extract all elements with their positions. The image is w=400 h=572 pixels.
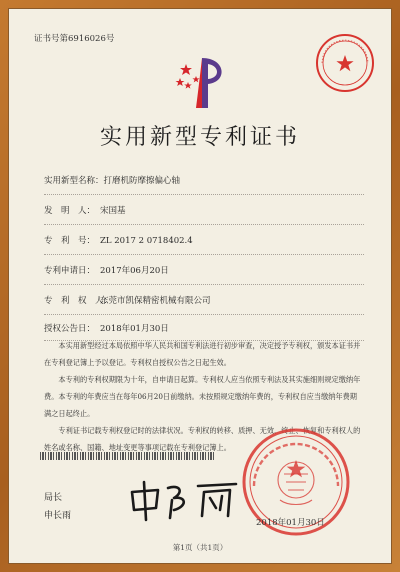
divider bbox=[44, 194, 364, 195]
issuing-office-seal bbox=[314, 32, 376, 94]
divider bbox=[44, 254, 364, 255]
certificate-number: 证书号第6916026号 bbox=[34, 34, 115, 44]
field-label: 授权公告日： bbox=[44, 324, 96, 334]
patent-office-emblem-icon bbox=[172, 52, 242, 110]
barcode bbox=[40, 452, 216, 460]
divider bbox=[44, 224, 364, 225]
field-patent-number bbox=[44, 234, 193, 246]
field-label: 发 明 人： bbox=[44, 206, 96, 216]
field-label: 专 利 号： bbox=[44, 236, 96, 246]
divider bbox=[44, 314, 364, 315]
field-utility-model-name bbox=[44, 174, 180, 186]
body-paragraph: 本实用新型经过本局依照中华人民共和国专利法进行初步审查，决定授予专利权，颁发本证书并在专利登记簿上予以登记。专利权自授权公告之日起生效。 bbox=[44, 341, 361, 367]
field-value: 打磨机防摩擦偏心轴 bbox=[103, 176, 181, 186]
certificate-paper bbox=[8, 8, 392, 564]
field-value: 2017年06月20日 bbox=[100, 266, 169, 276]
body-paragraph: 专利证书记载专利权登记时的法律状况。专利权的转移、质押、无效、终止、恢复和专利权人的姓名或名称、国籍、地址变更等事项记载在专利登记簿上。 bbox=[44, 426, 361, 452]
field-grant-date bbox=[44, 322, 169, 334]
field-value: 东莞市凯保精密机械有限公司 bbox=[100, 296, 211, 306]
page-footer: 第1页（共1页） bbox=[172, 543, 228, 552]
field-value: 宋国基 bbox=[100, 206, 126, 216]
divider bbox=[44, 284, 364, 285]
director-signature bbox=[124, 478, 244, 522]
issue-date: 2018年01月30日 bbox=[256, 518, 325, 528]
field-inventor bbox=[44, 204, 126, 216]
director-name: 申长雨 bbox=[44, 511, 72, 521]
field-patentee bbox=[44, 294, 211, 306]
field-label: 实用新型名称： bbox=[44, 176, 104, 186]
field-application-date bbox=[44, 264, 169, 276]
director-title: 局长 bbox=[44, 493, 63, 503]
body-paragraph: 本专利的专利权期限为十年，自申请日起算。专利权人应当依照专利法及其实施细则规定缴纳年费。本专利的年费应当在每年06月20日前缴纳。未按照规定缴纳年费的，专利权自应当缴纳年费期满之日起终止。 bbox=[44, 375, 361, 418]
field-value: ZL 2017 2 0718402.4 bbox=[100, 236, 193, 246]
field-label: 专利申请日： bbox=[44, 266, 96, 276]
certificate-title: 实用新型专利证书 bbox=[99, 125, 300, 150]
field-label: 专 利 权 人： bbox=[44, 296, 113, 306]
field-value: 2018年01月30日 bbox=[100, 324, 169, 334]
